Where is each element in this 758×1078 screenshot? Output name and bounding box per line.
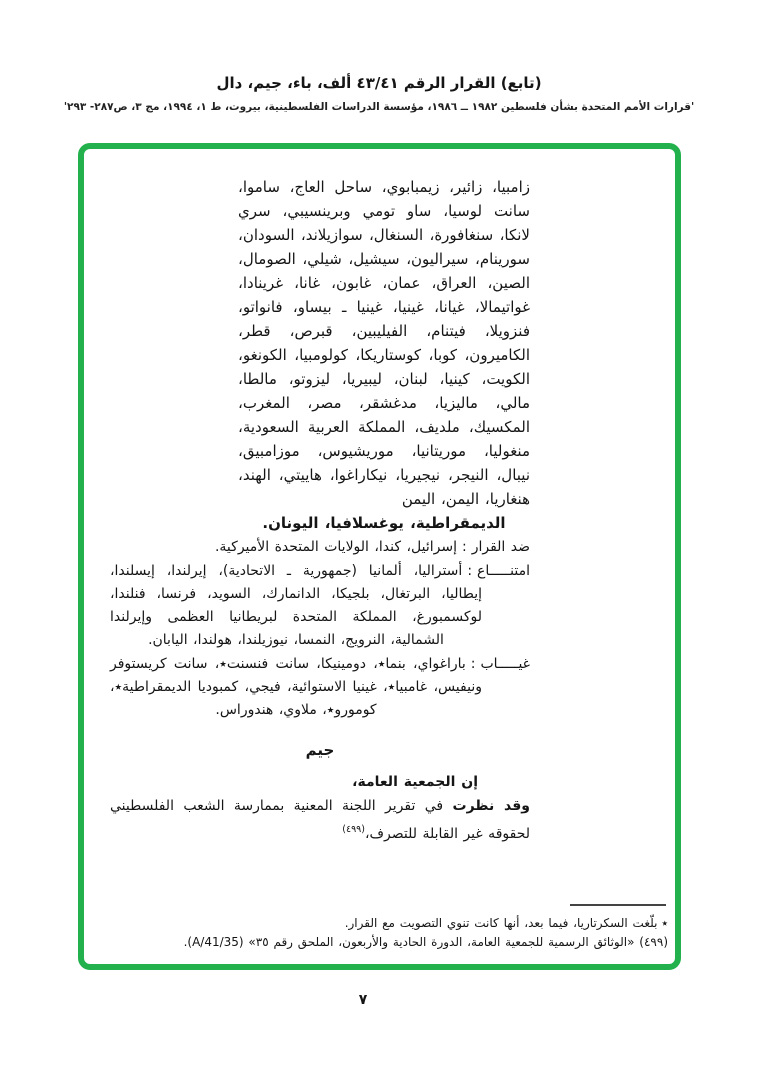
paragraph-body: في تقرير اللجنة المعنية بممارسة الشعب الفلسطيني لحقوقه غير القابلة للتصرف، <box>110 798 530 842</box>
paragraph-lead-bold: وقد نظرت <box>452 798 530 814</box>
against-label: ضد القرار <box>471 539 530 555</box>
assembly-opening-line: إن الجمعية العامة، <box>352 774 478 790</box>
source-citation: 'قرارات الأمم المتحدة بشأن فلسطين ١٩٨٢ ــ ١٩٨٦، مؤسسة الدراسات الفلسطينية، بيروت، ط ١، ١٩٩٤، مج ٣، ص٢٨٧- ٢٩٣' <box>63 101 695 113</box>
considered-report-paragraph <box>110 795 530 846</box>
absent-countries: باراغواي، بنما٭، دومينيكا، سانت فنسنت٭، سانت كريستوفر ونيفيس، غامبيا٭، غينيا الاستوائية، فيجي، كمبوديا الديمقراطية٭، كومورو٭، ملاوي، هندوراس. <box>110 656 482 718</box>
page-number: ٧ <box>358 992 368 1008</box>
section-c-heading: جيم <box>305 741 335 759</box>
abstain-countries: أستراليا، ألمانيا (جمهورية ـ الاتحادية)، إيرلندا، إيسلندا، إيطاليا، البرتغال، بلجيكا، الدانمارك، السويد، فرنسا، فنلندا، لوكسمبورغ، المملكة المتحدة لبريطانيا العظمى وإيرلندا الشمالية، النرويج، النمسا، نيوزيلندا، هولندا، اليابان. <box>110 563 482 648</box>
main-text-column <box>110 175 530 846</box>
absent-colon: : <box>470 656 476 672</box>
in-favor-country-list <box>238 175 530 511</box>
in-favor-tail-text: الديمقراطية، يوغسلافيا، اليونان. <box>262 514 506 532</box>
abstain-label: امتنـــــاع <box>477 563 530 579</box>
absent-label: غيـــــاب <box>480 656 530 672</box>
page-header <box>0 74 758 113</box>
footnote-separator-rule <box>570 904 666 906</box>
in-favor-list-tail <box>238 511 530 535</box>
footnote-star <box>114 914 668 933</box>
resolution-title: (تابع) القرار الرقم ٤٣/٤١ ألف، باء، جيم، دال <box>216 74 542 92</box>
against-colon: : <box>461 539 467 555</box>
footnote-499: (٤٩٩) «الوثائق الرسمية للجمعية العامة، الدورة الحادية والأربعون، الملحق رقم ٣٥» (A/41/35). <box>183 935 668 949</box>
against-countries: إسرائيل، كندا، الولايات المتحدة الأميركية. <box>214 539 457 555</box>
footnote-star-text: بلّغت السكرتاريا، فيما بعد، أنها كانت تنوي التصويت مع القرار. <box>344 916 658 930</box>
green-frame <box>78 143 681 970</box>
footnote-block <box>114 904 668 952</box>
absent-section <box>110 653 530 722</box>
in-favor-text: زامبيا، زائير، زيمبابوي، ساحل العاج، ساموا، سانت لوسيا، ساو تومي وبرينسيبي، سري لانكا، سنغافورة، السنغال، سوازيلاند، السودان، سورينام، سيراليون، سيشيل، شيلي، الصومال، الصين، العراق، عمان، غابون، غانا، غرينادا، غواتيمالا، غيانا، غينيا، غينيا ـ بيساو، فانواتو، فنزويلا، فيتنام، الفيليبين، قبرص، قطر، الكاميرون، كوبا، كوستاريكا، كولومبيا، الكونغو، الكويت، كينيا، لبنان، ليبيريا، ليزوتو، مالطا، مالي، ماليزيا، مدغشقر، مصر، المغرب، المكسيك، ملديف، المملكة العربية السعودية، منغوليا، موريتانيا، موريشيوس، موزامبيق، نيبال، النيجر، نيجيريا، نيكاراغوا، هاييتي، الهند، هنغاريا، اليمن، اليمن <box>238 178 530 508</box>
footnote-reference-499: (٤٩٩) <box>342 824 365 835</box>
against-section <box>110 536 530 559</box>
abstain-section <box>110 560 530 652</box>
footnote-star-mark: ٭ <box>661 916 668 930</box>
abstain-colon: : <box>467 563 473 579</box>
